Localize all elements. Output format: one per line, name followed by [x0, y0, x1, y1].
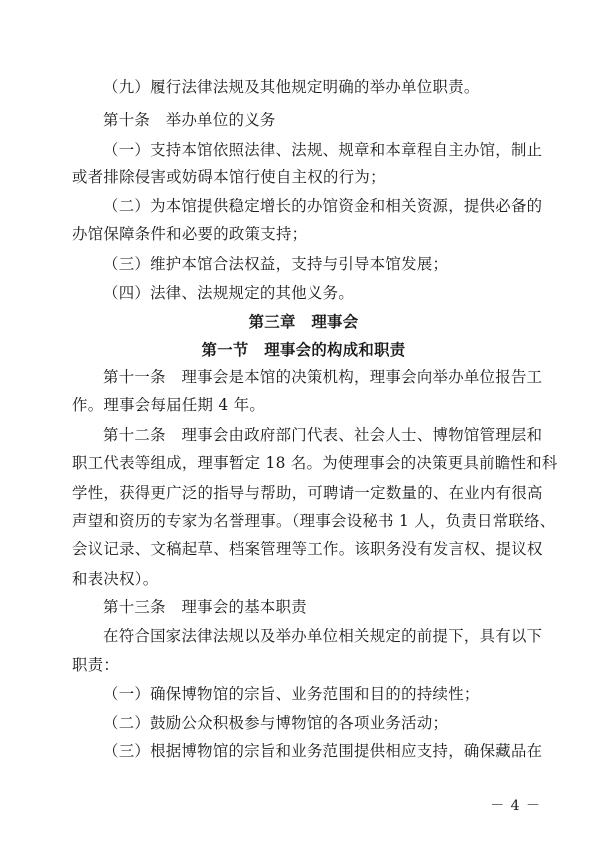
- text-line: 会议记录、文稿起草、档案管理等工作。该职务没有发言权、提议权: [72, 540, 543, 558]
- text-line: （二）鼓励公众积极参与博物馆的各项业务活动；: [103, 714, 449, 732]
- text-line: 作。理事会每届任期 4 年。: [72, 396, 266, 414]
- text-line: （三）维护本馆合法权益，支持与引导本馆发展；: [103, 255, 449, 273]
- text-line: 或者排除侵害或妨碍本馆行使自主权的行为；: [72, 168, 386, 186]
- text-line: 第十二条 理事会由政府部门代表、社会人士、博物馆管理层和: [103, 426, 543, 444]
- text-line: 第十一条 理事会是本馆的决策机构，理事会向举办单位报告工: [103, 368, 543, 386]
- text-line: （一）确保博物馆的宗旨、业务范围和目的的持续性；: [103, 685, 480, 703]
- page-number: － 4 －: [490, 798, 541, 814]
- section-title: 第一节 理事会的构成和职责: [201, 341, 406, 359]
- text-line: 办馆保障条件和必要的政策支持；: [72, 225, 308, 243]
- text-line: 学性，获得更广泛的指导与帮助，可聘请一定数量的、在业内有很高: [72, 484, 543, 502]
- text-line: （二）为本馆提供稳定增长的办馆资金和相关资源，提供必备的: [103, 197, 543, 215]
- article-heading: 第十三条 理事会的基本职责: [103, 598, 307, 616]
- text-line: （三）根据博物馆的宗旨和业务范围提供相应支持，确保藏品在: [103, 742, 543, 760]
- text-line: 声望和资历的专家为名誉理事。（理事会设秘书 1 人，负责日常联络、: [72, 512, 556, 530]
- text-line: （一）支持本馆依照法律、法规、规章和本章程自主办馆，制止: [103, 141, 543, 159]
- article-heading: 第十条 举办单位的义务: [103, 111, 276, 129]
- text-line: （九）履行法律法规及其他规定明确的举办单位职责。: [103, 78, 480, 96]
- text-line: 职责：: [72, 656, 120, 674]
- chapter-title: 第三章 理事会: [248, 313, 359, 331]
- text-line: 和表决权）。: [72, 570, 159, 588]
- text-line: 职工代表等组成，理事暂定 18 名。为使理事会的决策更具前瞻性和科: [72, 454, 558, 472]
- text-line: （四）法律、法规规定的其他义务。: [103, 284, 355, 302]
- text-line: 在符合国家法律法规以及举办单位相关规定的前提下，具有以下: [103, 627, 543, 645]
